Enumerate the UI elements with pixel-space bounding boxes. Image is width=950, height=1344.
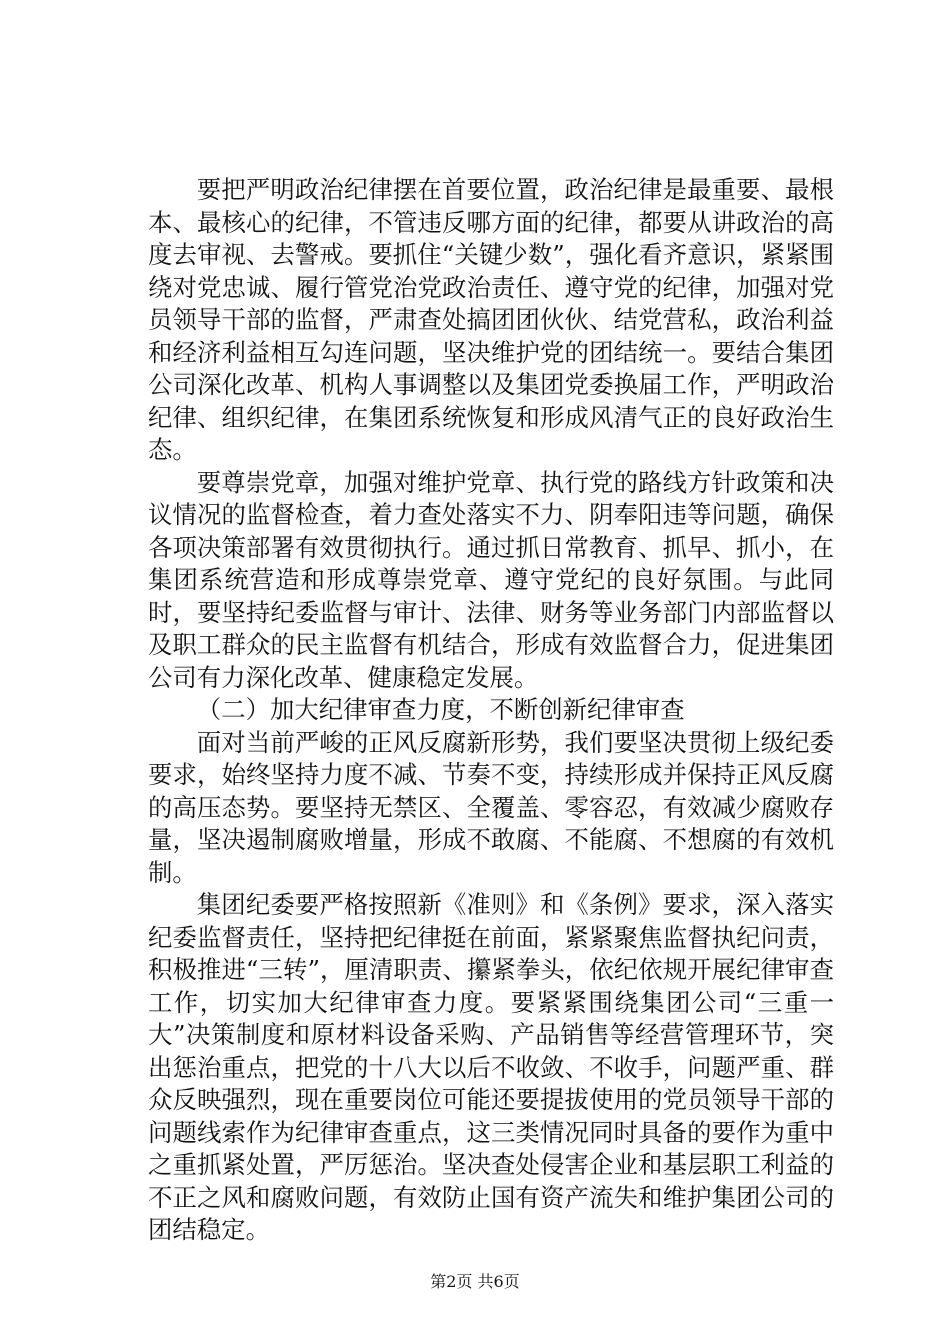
document-body [148,174,834,1247]
paragraph-discipline-review: 集团纪委要严格按照新《准则》和《条例》要求，深入落实纪委监督责任，坚持把纪律挺在前面，紧紧聚焦监督执纪问责，积极推进“三转”，厘清职责、攥紧拳头，依纪依规开展纪律审查工作，切实加大纪律审查力度。要紧紧围绕集团公司“三重一大”决策制度和原材料设备采购、产品销售等经营管理环节，突出惩治重点，把党的十八大以后不收敛、不收手，问题严重、群众反映强烈，现在重要岗位可能还要提拔使用的党员领导干部的问题线索作为纪律审查重点，这三类情况同时具备的要作为重中之重抓紧处置，严厉惩治。坚决查处侵害企业和基层职工利益的不正之风和腐败问题，有效防止国有资产流失和维护集团公司的团结稳定。 [148,890,834,1244]
paragraph-anti-corruption: 面对当前严峻的正风反腐新形势，我们要坚决贯彻上级纪委要求，始终坚持力度不减、节奏不变，持续形成并保持正风反腐的高压态势。要坚持无禁区、全覆盖、零容忍，有效减少腐败存量，坚决遏制腐败增量，形成不敢腐、不能腐、不想腐的有效机制。 [148,727,834,887]
section-heading: （二）加大纪律审查力度，不断创新纪律审查 [196,695,685,724]
page-number-footer: 第2页 共6页 [430,1272,520,1291]
paragraph-political-discipline: 要把严明政治纪律摆在首要位置，政治纪律是最重要、最根本、最核心的纪律，不管违反哪方面的纪律，都要从讲政治的高度去审视、去警戒。要抓住“关键少数”，强化看齐意识，紧紧围绕对党忠诚、履行管党治党政治责任、遵守党的纪律，加强对党员领导干部的监督，严肃查处搞团团伙伙、结党营私，政治利益和经济利益相互勾连问题，坚决维护党的团结统一。要结合集团公司深化改革、机构人事调整以及集团党委换届工作，严明政治纪律、组织纪律，在集团系统恢复和形成风清气正的良好政治生态。 [148,175,834,464]
paragraph-party-constitution: 要尊崇党章，加强对维护党章、执行党的路线方针政策和决议情况的监督检查，着力查处落实不力、阴奉阳违等问题，确保各项决策部署有效贯彻执行。通过抓日常教育、抓早、抓小，在集团系统营造和形成尊崇党章、遵守党纪的良好氛围。与此同时，要坚持纪委监督与审计、法律、财务等业务部门内部监督以及职工群众的民主监督有机结合，形成有效监督合力，促进集团公司有力深化改革、健康稳定发展。 [148,467,834,692]
